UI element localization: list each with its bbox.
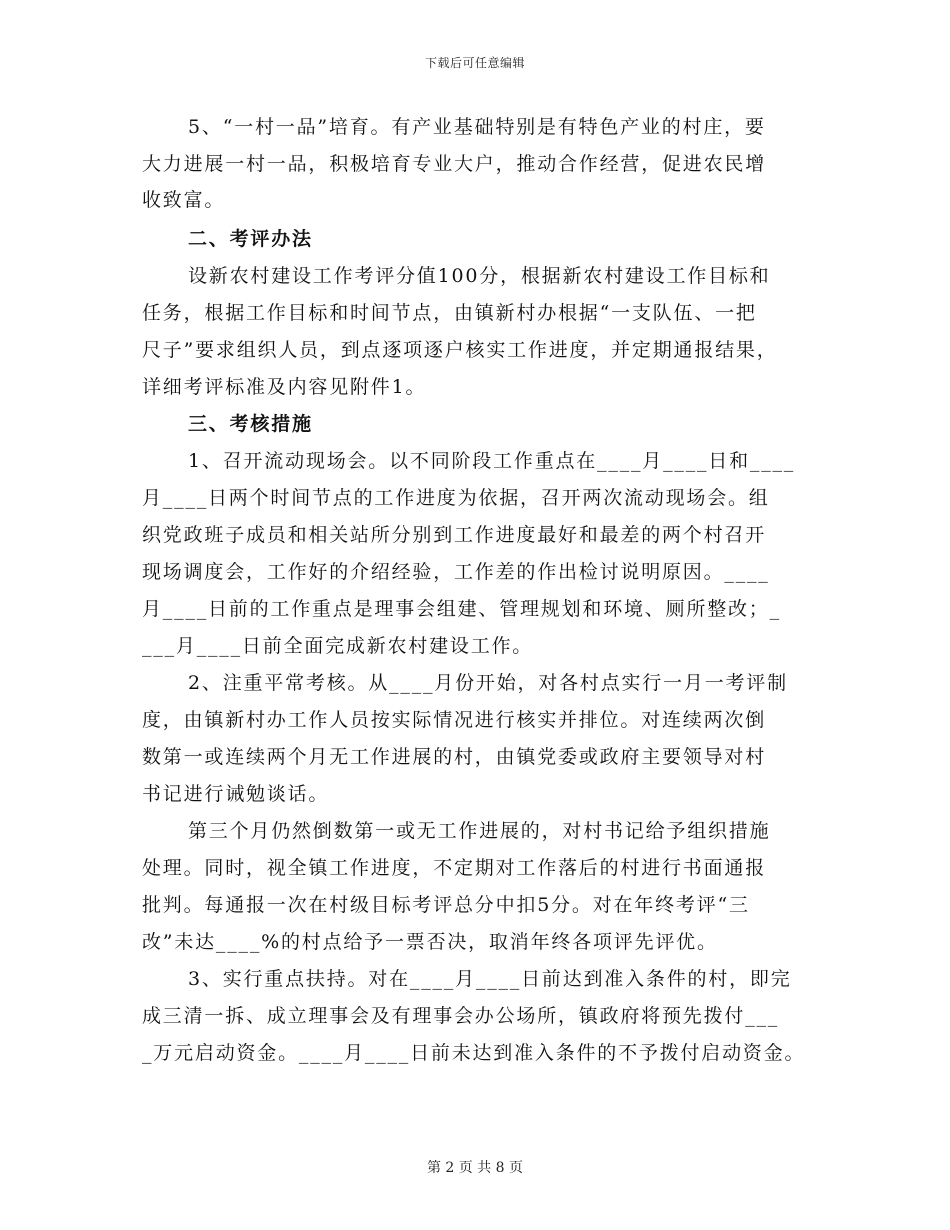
paragraph-line: 大力进展一村一品，积极培育专业大户，推动合作经营，促进农民增 [142,153,767,175]
paragraph-line: 织党政班子成员和相关站所分别到工作进度最好和最差的两个村召开 [142,524,767,546]
paragraph-line: 月____日两个时间节点的工作进度为依据，召开两次流动现场会。组 [142,487,770,509]
paragraph-line: 5、“一村一品”培育。有产业基础特别是有特色产业的村庄，要 [188,116,766,138]
paragraph-line: 3、实行重点扶持。对在____月____日前达到准入条件的村，即完 [188,968,792,990]
paragraph-line: 收致富。 [142,189,226,211]
paragraph-line: 任务，根据工作目标和时间节点，由镇新村办根据“一支队伍、一把 [142,302,757,324]
paragraph-line: 详细考评标准及内容见附件1。 [142,376,427,398]
paragraph-line: 度，由镇新村办工作人员按实际情况进行核实并排位。对连续两次倒 [142,709,767,731]
paragraph-line: 尺子”要求组织人员，到点逐项逐户核实工作进度，并定期通报结果， [142,339,778,361]
section-heading: 三、考核措施 [188,413,313,435]
paragraph-line: 设新农村建设工作考评分值100分，根据新农村建设工作目标和 [188,265,771,287]
paragraph-line: 现场调度会，工作好的介绍经验，工作差的作出检讨说明原因。____ [142,561,770,583]
paragraph-line: 月____日前的工作重点是理事会组建、管理规划和环境、厕所整改；_ [142,598,781,620]
paragraph-line: 1、召开流动现场会。以不同阶段工作重点在____月____日和____ [188,450,796,472]
paragraph-line: 批判。每通报一次在村级目标考评总分中扣5分。对在年终考评“三 [142,894,750,916]
paragraph-line: 2、注重平常考核。从____月份开始，对各村点实行一月一考评制 [188,672,788,694]
paragraph-line: 改”未达____%的村点给予一票否决，取消年终各项评先评优。 [142,931,718,953]
page-header: 下载后可任意编辑 [424,56,525,70]
page-footer: 第 2 页 共 8 页 [426,1160,524,1176]
paragraph-line: 第三个月仍然倒数第一或无工作进展的，对村书记给予组织措施 [188,820,771,842]
paragraph-line: ___月____日前全面完成新农村建设工作。 [142,635,534,657]
paragraph-line: 成三清一拆、成立理事会及有理事会办公场所，镇政府将预先拨付___ [142,1005,780,1027]
paragraph-line: 书记进行诫勉谈话。 [142,783,330,805]
paragraph-line: 数第一或连续两个月无工作进展的村，由镇党委或政府主要领导对村 [142,746,767,768]
section-heading: 二、考评办法 [188,228,313,250]
paragraph-line: _万元启动资金。____月____日前未达到准入条件的不予拨付启动资金。 [142,1042,806,1064]
paragraph-line: 处理。同时，视全镇工作进度，不定期对工作落后的村进行书面通报 [142,857,767,879]
